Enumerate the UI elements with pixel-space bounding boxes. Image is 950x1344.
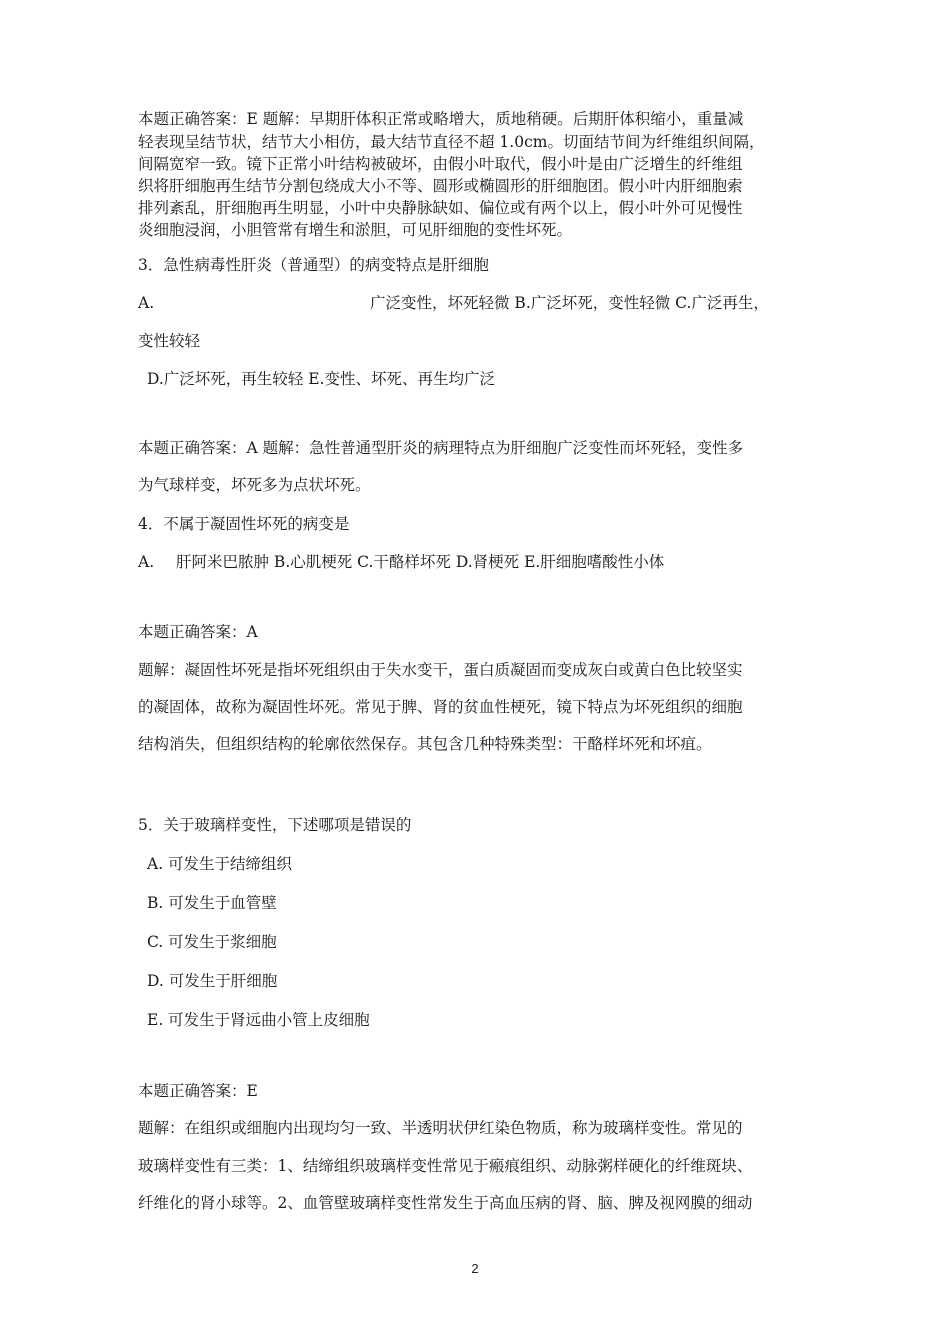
answer-explanation-line: 本题正确答案：E 题解：早期肝体积正常或略增大，质地稍硬。后期肝体积缩小，重量减 (138, 110, 744, 128)
question-3: 3．急性病毒性肝炎（普通型）的病变特点是肝细胞 (138, 256, 489, 274)
answer-explanation-line: 排列紊乱，肝细胞再生明显，小叶中央静脉缺如、偏位或有两个以上，假小叶外可见慢性 (138, 199, 743, 217)
q4-explanation-line: 题解：凝固性坏死是指坏死组织由于失水变干，蛋白质凝固而变成灰白或黄白色比较坚实 (138, 661, 743, 679)
q5-option: A. 可发生于结缔组织 (147, 855, 293, 873)
answer-explanation-line: 织将肝细胞再生结节分割包绕成大小不等、圆形或椭圆形的肝细胞团。假小叶内肝细胞索 (138, 177, 743, 195)
page-number: 2 (471, 1261, 479, 1276)
q5-option: E. 可发生于肾远曲小管上皮细胞 (147, 1011, 370, 1029)
answer-explanation-line: 轻表现呈结节状，结节大小相仿，最大结节直径不超 1.0cm。切面结节间为纤维组织间隔， (138, 133, 765, 151)
q3-options-line: 变性较轻 (138, 332, 201, 350)
answer-explanation-line: 炎细胞浸润，小胆管常有增生和淤胆，可见肝细胞的变性坏死。 (138, 221, 573, 239)
question-4: 4．不属于凝固性坏死的病变是 (138, 515, 350, 533)
answer-explanation-line: 间隔宽窄一致。镜下正常小叶结构被破坏，由假小叶取代，假小叶是由广泛增生的纤维组 (138, 155, 743, 173)
q4-answer: 本题正确答案：A (138, 623, 258, 641)
q4-options-line: 肝阿米巴脓肿 B.心肌梗死 C.干酪样坏死 D.肾梗死 E.肝细胞嗜酸性小体 (176, 553, 665, 571)
q3-answer: 本题正确答案：A 题解：急性普通型肝炎的病理特点为肝细胞广泛变性而坏死轻，变性多 (138, 439, 744, 457)
q5-option: C. 可发生于浆细胞 (147, 933, 277, 951)
q4-explanation-line: 结构消失，但组织结构的轮廓依然保存。其包含几种特殊类型：干酪样坏死和坏疽。 (138, 735, 712, 753)
q3-option-a-label: A. (138, 294, 155, 312)
q5-explanation-line: 题解：在组织或细胞内出现均匀一致、半透明状伊红染色物质，称为玻璃样变性。常见的 (138, 1119, 743, 1137)
q5-explanation-line: 玻璃样变性有三类：1、结缔组织玻璃样变性常见于瘢痕组织、动脉粥样硬化的纤维斑块、 (138, 1157, 753, 1175)
q5-explanation-line: 纤维化的肾小球等。2、血管壁玻璃样变性常发生于高血压病的肾、脑、脾及视网膜的细动 (138, 1194, 753, 1212)
q3-answer: 为气球样变，坏死多为点状坏死。 (138, 476, 371, 494)
question-5: 5．关于玻璃样变性，下述哪项是错误的 (138, 816, 412, 834)
q3-options-line: D.广泛坏死，再生较轻 E.变性、坏死、再生均广泛 (147, 370, 495, 388)
q4-option-a-label: A. (138, 553, 155, 571)
q5-option: D. 可发生于肝细胞 (147, 972, 278, 990)
q4-explanation-line: 的凝固体，故称为凝固性坏死。常见于脾、肾的贫血性梗死，镜下特点为坏死组织的细胞 (138, 698, 743, 716)
q3-options-line: 广泛变性，坏死轻微 B.广泛坏死，变性轻微 C.广泛再生， (370, 294, 769, 312)
q5-option: B. 可发生于血管壁 (147, 894, 277, 912)
q5-answer: 本题正确答案：E (138, 1082, 258, 1100)
